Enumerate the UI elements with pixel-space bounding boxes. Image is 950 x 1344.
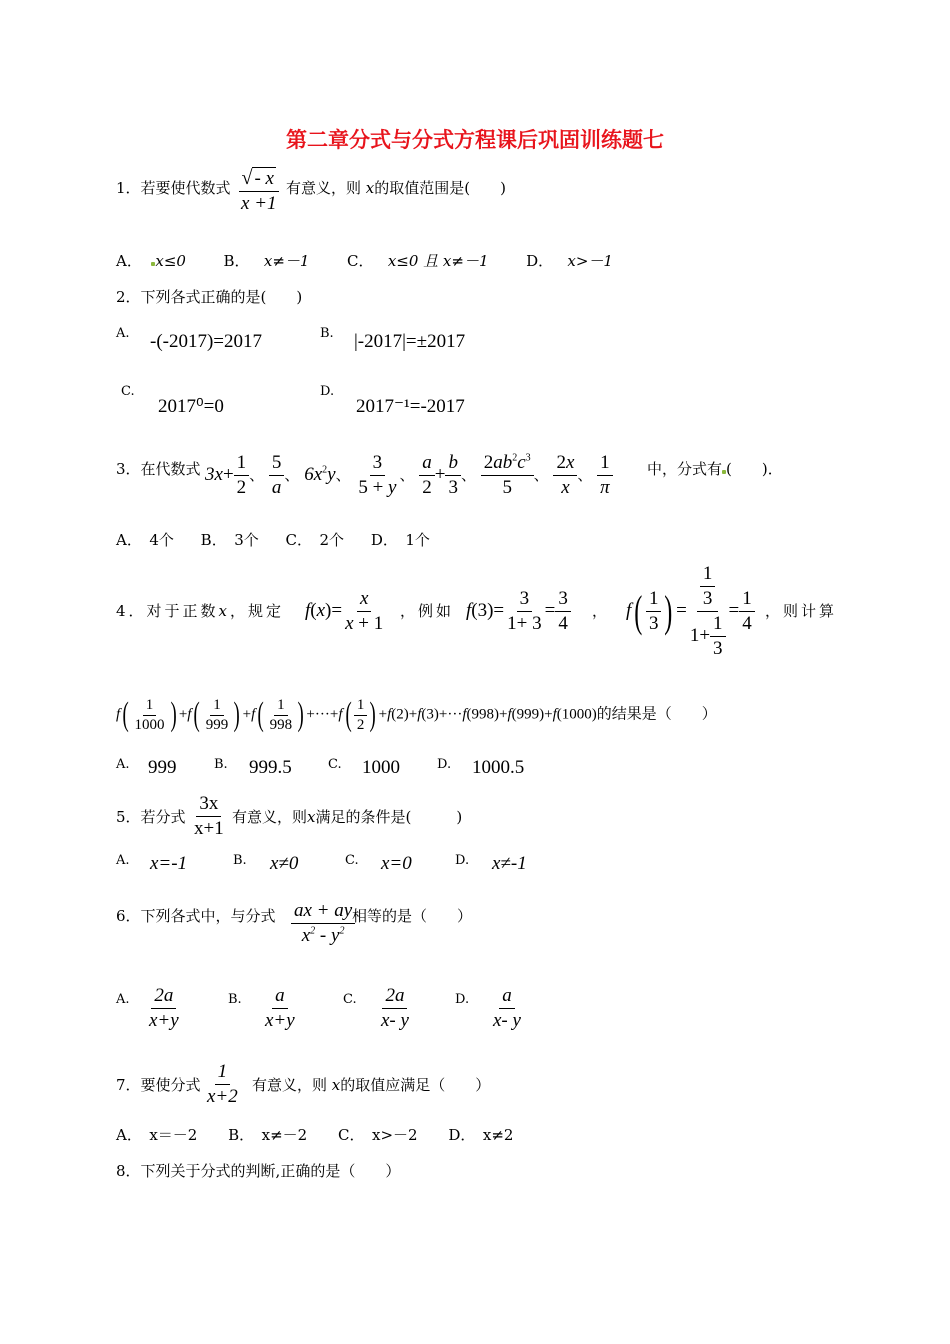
q4-example-1: f(3)= $\frac{3}{1+ 3}$ = $\frac{3}{4}$ <box>466 588 571 635</box>
q2-option-c-label[interactable]: C. <box>121 384 135 399</box>
q1-stem: 1．若要使代数式 <box>116 179 231 197</box>
q7-option-c[interactable]: C． x>－2 <box>338 1126 418 1144</box>
q7-option-d[interactable]: D． x≠2 <box>448 1126 514 1144</box>
q6-tail: 相等的是（ ） <box>352 907 473 925</box>
q2-option-a-expr[interactable]: -(-2017)=2017 <box>150 331 263 352</box>
q4-definition: f(x)= $\frac{x}{x + 1}$ <box>305 588 384 634</box>
q3-terms: 3x+ $\frac{1}{2}$ 、 $\frac{5}{a}$ 、 $6x^2y$、 $\frac{3}{5 + y}$ 、 $\frac{a}{2}$ + $\frac{b}{3}$ 、 $\frac{2ab^2c^3}{5}$ 、 $\frac{2x}{x}$ 、 $\frac{1}{\pi}$ <box>205 452 613 499</box>
q7-options <box>116 1124 513 1145</box>
q5-option-b-expr[interactable]: x≠0 <box>270 853 299 874</box>
q6-expression: $\frac{ax + ay}{x^2 - y^2}$ <box>291 900 355 947</box>
q7-stem: 7．要使分式 <box>116 1076 201 1094</box>
page-title: 第二章分式与分式方程课后巩固训练题七 <box>286 128 664 152</box>
q6-option-c-label[interactable]: C. <box>343 992 357 1007</box>
q1-option-b[interactable]: B． x≠－1 <box>223 252 310 270</box>
q5-option-d-expr[interactable]: x≠-1 <box>492 853 527 874</box>
q7-option-b[interactable]: B． x≠－2 <box>228 1126 308 1144</box>
q5-tail: 有意义，则x满足的条件是( ) <box>232 808 463 826</box>
q6-option-d-expr[interactable]: $\frac{a}{x- y}$ <box>493 985 521 1031</box>
q5-option-c-label[interactable]: C. <box>345 853 359 868</box>
q4-option-a-value[interactable]: 999 <box>148 757 177 778</box>
q1-expression: $\frac{√ - x}{x +1}$ <box>238 167 280 215</box>
q4-option-b-label[interactable]: B. <box>214 757 228 772</box>
q4-stem: 4．对于正数x，规定 <box>116 602 285 620</box>
q6-option-a-expr[interactable]: $\frac{2a}{x+y}$ <box>149 985 179 1031</box>
q2-option-b-expr[interactable]: |-2017|=±2017 <box>354 331 466 352</box>
q3-option-c[interactable]: C． 2个 <box>285 531 345 549</box>
q6-option-b-label[interactable]: B. <box>228 992 242 1007</box>
q7-expression: $\frac{1}{x+2}$ <box>207 1061 238 1107</box>
q2-option-d-expr[interactable]: 2017⁻¹=-2017 <box>356 396 465 417</box>
q1-options <box>116 250 613 271</box>
q4-option-a-label[interactable]: A. <box>116 757 130 772</box>
q2-option-b-label[interactable]: B. <box>320 326 334 341</box>
q6-option-c-expr[interactable]: $\frac{2a}{x- y}$ <box>381 985 409 1031</box>
q2-option-d-label[interactable]: D. <box>320 384 335 399</box>
q2-option-c-expr[interactable]: 2017⁰=0 <box>158 396 224 417</box>
q6-option-b-expr[interactable]: $\frac{a}{x+y}$ <box>265 985 295 1031</box>
q5-option-d-label[interactable]: D. <box>455 853 470 868</box>
q3-stem: 3．在代数式 <box>116 460 201 478</box>
q3-option-b[interactable]: B． 3个 <box>200 531 259 549</box>
q2-option-a-label[interactable]: A. <box>116 326 130 341</box>
q4-option-c-label[interactable]: C. <box>328 757 342 772</box>
q1-option-c[interactable]: C． x≤0 且 x≠－1 <box>347 252 489 270</box>
q5-option-a-expr[interactable]: x=-1 <box>150 853 188 874</box>
q2-stem: 2．下列各式正确的是( ) <box>116 288 303 306</box>
q6-option-d-label[interactable]: D. <box>455 992 470 1007</box>
q4-sum-expression: f( $\frac{1}{1000}$ ) +f( $\frac{1}{999}$ ) +f( $\frac{1}{998}$ ) +···+f( $\frac{1}{2}$ ) +f(2)+f(3)+···f(998)+f(999)+f(1000)的结果是（ ） <box>116 696 717 733</box>
q5-option-a-label[interactable]: A. <box>116 853 130 868</box>
q3-option-a[interactable]: A． 4个 <box>116 531 174 549</box>
q4-option-d-value[interactable]: 1000.5 <box>472 757 525 778</box>
q4-option-b-value[interactable]: 999.5 <box>249 757 292 778</box>
q6-option-a-label[interactable]: A. <box>116 992 130 1007</box>
q5-option-b-label[interactable]: B. <box>233 853 247 868</box>
q6-stem: 6．下列各式中，与分式 <box>116 907 276 925</box>
q1-option-a[interactable]: A． x≤0 <box>116 252 186 270</box>
q4-option-d-label[interactable]: D. <box>437 757 452 772</box>
q3-tail: 中，分式有 ( )． <box>647 460 783 478</box>
q4-option-c-value[interactable]: 1000 <box>362 757 400 778</box>
q4-tail: ，则计算 <box>765 602 838 620</box>
q1-tail: 有意义，则 x的取值范围是( ) <box>286 179 506 197</box>
q5-option-c-expr[interactable]: x=0 <box>381 853 412 874</box>
q8-stem: 8．下列关于分式的判断,正确的是（ ） <box>116 1162 401 1180</box>
q5-expression: $\frac{3x}{x+1}$ <box>194 793 224 839</box>
q7-tail: 有意义，则 x的取值应满足（ ） <box>252 1076 491 1094</box>
q4-example-2: f( $\frac{1}{3}$ ) = $\frac{1}{3}$ 1+ $\frac{1}{3}$ = $\frac{1}{4}$ <box>626 563 755 660</box>
q4-example-label: ，例如 <box>400 602 455 620</box>
q3-option-d[interactable]: D． 1个 <box>370 531 430 549</box>
q3-options <box>116 529 430 550</box>
q5-stem: 5．若分式 <box>116 808 186 826</box>
q1-option-d[interactable]: D． x>－1 <box>526 252 613 270</box>
q4-comma: ， <box>592 602 608 620</box>
q7-option-a[interactable]: A． x＝－2 <box>116 1126 198 1144</box>
